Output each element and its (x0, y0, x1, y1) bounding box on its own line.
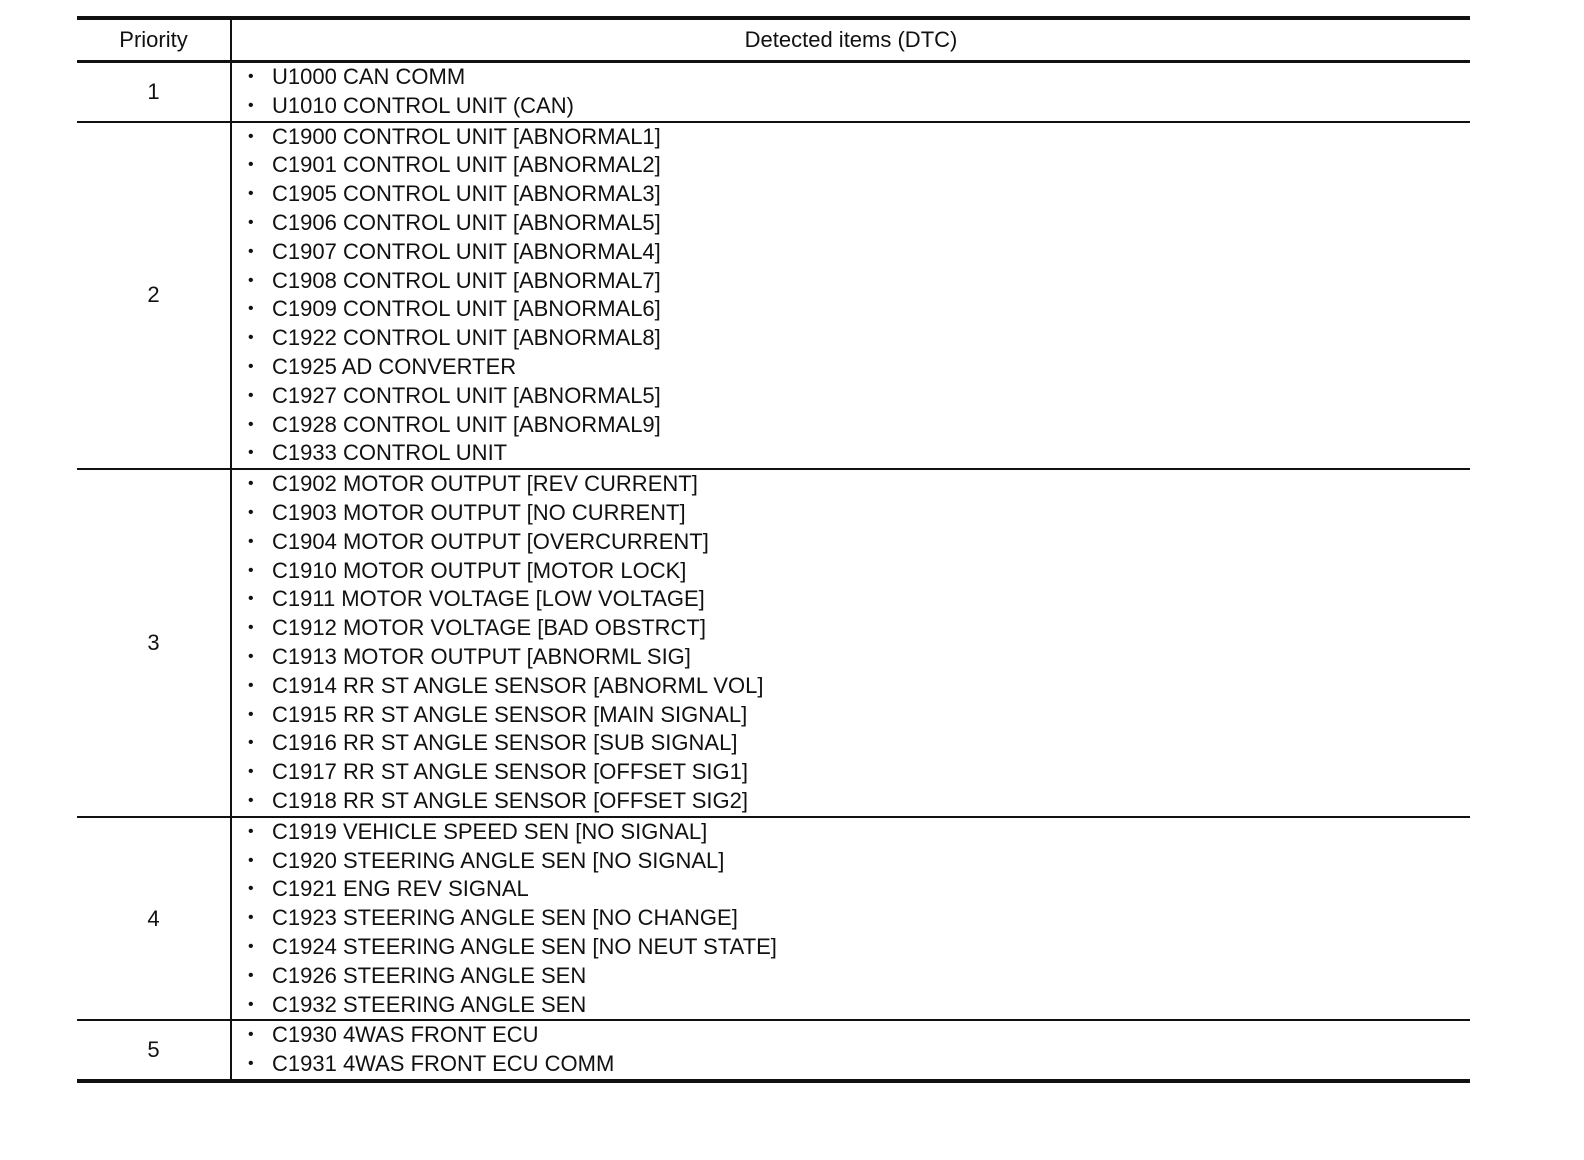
detected-items-column-header: Detected items (DTC) (744, 27, 958, 52)
bullet-icon: • (248, 185, 254, 203)
table-row (77, 122, 1470, 470)
bullet-icon: • (248, 213, 254, 231)
bullet-icon: • (248, 156, 254, 174)
dtc-item-text: C1921 ENG REV SIGNAL (272, 876, 529, 902)
list-item (248, 787, 1470, 816)
bullet-icon: • (248, 791, 254, 809)
list-item (248, 439, 1470, 468)
dtc-item-text: C1922 CONTROL UNIT [ABNORMAL8] (272, 325, 661, 351)
list-item (248, 499, 1470, 528)
list-item (248, 180, 1470, 209)
bullet-icon: • (248, 300, 254, 318)
dtc-item-text: U1010 CONTROL UNIT (CAN) (272, 92, 574, 118)
dtc-item-text: C1914 RR ST ANGLE SENSOR [ABNORML VOL] (272, 672, 764, 698)
detected-items-cell (231, 469, 1470, 817)
bullet-icon: • (248, 880, 254, 898)
bullet-icon: • (248, 734, 254, 752)
list-item (248, 123, 1470, 152)
list-item (248, 382, 1470, 411)
dtc-item-text: C1901 CONTROL UNIT [ABNORMAL2] (272, 152, 661, 178)
list-item (248, 238, 1470, 267)
list-item (248, 933, 1470, 962)
bullet-icon: • (248, 444, 254, 462)
priority-cell: 4 (77, 817, 231, 1021)
list-item (248, 151, 1470, 180)
dtc-item-text: C1933 CONTROL UNIT (272, 440, 508, 466)
dtc-list (232, 63, 1470, 121)
bullet-icon: • (248, 619, 254, 637)
list-item (248, 701, 1470, 730)
list-item (248, 672, 1470, 701)
dtc-list (232, 470, 1470, 816)
dtc-item-text: C1916 RR ST ANGLE SENSOR [SUB SIGNAL] (272, 730, 738, 756)
bullet-icon: • (248, 242, 254, 260)
bullet-icon: • (248, 822, 254, 840)
dtc-item-text: C1902 MOTOR OUTPUT [REV CURRENT] (272, 471, 698, 497)
dtc-item-text: C1903 MOTOR OUTPUT [NO CURRENT] (272, 499, 686, 525)
bullet-icon: • (248, 271, 254, 289)
detected-items-cell (231, 62, 1470, 122)
dtc-list (232, 818, 1470, 1020)
bullet-icon: • (248, 96, 254, 114)
bullet-icon: • (248, 127, 254, 145)
priority-column-header: Priority (77, 18, 231, 62)
dtc-item-text: C1905 CONTROL UNIT [ABNORMAL3] (272, 181, 661, 207)
dtc-item-text: C1927 CONTROL UNIT [ABNORMAL5] (272, 382, 661, 408)
list-item (248, 1050, 1470, 1079)
list-item (248, 63, 1470, 92)
bullet-icon: • (248, 763, 254, 781)
bullet-icon: • (248, 68, 254, 85)
table-row (77, 62, 1470, 122)
bullet-icon: • (248, 532, 254, 550)
dtc-item-text: C1926 STEERING ANGLE SEN (272, 962, 587, 988)
dtc-priority-table (77, 16, 1470, 1083)
header-row (77, 18, 1470, 62)
list-item (248, 818, 1470, 847)
dtc-item-text: U1000 CAN COMM (272, 64, 466, 89)
table-row (77, 469, 1470, 817)
bullet-icon: • (248, 503, 254, 521)
list-item (248, 962, 1470, 991)
dtc-item-text: C1910 MOTOR OUTPUT [MOTOR LOCK] (272, 557, 687, 583)
dtc-item-text: C1928 CONTROL UNIT [ABNORMAL9] (272, 411, 661, 437)
dtc-item-text: C1931 4WAS FRONT ECU COMM (272, 1051, 615, 1077)
dtc-item-text: C1932 STEERING ANGLE SEN (272, 991, 587, 1017)
priority-cell: 2 (77, 122, 231, 470)
dtc-item-text: C1912 MOTOR VOLTAGE [BAD OBSTRCT] (272, 615, 706, 641)
dtc-item-text: C1925 AD CONVERTER (272, 353, 517, 379)
list-item (248, 758, 1470, 787)
table-header (77, 18, 1470, 62)
bullet-icon: • (248, 1055, 254, 1073)
bullet-icon: • (248, 415, 254, 433)
bullet-icon: • (248, 647, 254, 665)
dtc-item-text: C1920 STEERING ANGLE SEN [NO SIGNAL] (272, 847, 725, 873)
list-item (248, 875, 1470, 904)
bullet-icon: • (248, 851, 254, 869)
list-item (248, 267, 1470, 296)
dtc-item-text: C1930 4WAS FRONT ECU (272, 1022, 539, 1048)
bullet-icon: • (248, 966, 254, 984)
list-item (248, 324, 1470, 353)
list-item (248, 92, 1470, 121)
dtc-item-text: C1923 STEERING ANGLE SEN [NO CHANGE] (272, 905, 738, 931)
list-item (248, 411, 1470, 440)
detected-items-cell (231, 122, 1470, 470)
list-item (248, 557, 1470, 586)
detected-items-cell (231, 1020, 1470, 1081)
priority-cell: 3 (77, 469, 231, 817)
dtc-item-text: C1909 CONTROL UNIT [ABNORMAL6] (272, 296, 661, 322)
dtc-item-text: C1924 STEERING ANGLE SEN [NO NEUT STATE] (272, 933, 777, 959)
dtc-item-text: C1900 CONTROL UNIT [ABNORMAL1] (272, 123, 661, 149)
list-item (248, 528, 1470, 557)
list-item (248, 209, 1470, 238)
dtc-item-text: C1911 MOTOR VOLTAGE [LOW VOLTAGE] (272, 586, 705, 612)
dtc-item-text: C1917 RR ST ANGLE SENSOR [OFFSET SIG1] (272, 759, 749, 785)
bullet-icon: • (248, 1026, 254, 1044)
list-item (248, 295, 1470, 324)
bullet-icon: • (248, 705, 254, 723)
bullet-icon: • (248, 937, 254, 955)
bullet-icon: • (248, 386, 254, 404)
dtc-item-text: C1907 CONTROL UNIT [ABNORMAL4] (272, 238, 661, 264)
list-item (248, 585, 1470, 614)
dtc-item-text: C1915 RR ST ANGLE SENSOR [MAIN SIGNAL] (272, 701, 748, 727)
list-item (248, 643, 1470, 672)
priority-cell: 1 (77, 62, 231, 122)
list-item (248, 904, 1470, 933)
list-item (248, 614, 1470, 643)
table-body (77, 62, 1470, 1081)
dtc-item-text: C1918 RR ST ANGLE SENSOR [OFFSET SIG2] (272, 787, 749, 813)
bullet-icon: • (248, 995, 254, 1013)
priority-cell: 5 (77, 1020, 231, 1081)
bullet-icon: • (248, 329, 254, 347)
dtc-item-text: C1906 CONTROL UNIT [ABNORMAL5] (272, 209, 661, 235)
dtc-item-text: C1919 VEHICLE SPEED SEN [NO SIGNAL] (272, 818, 708, 844)
table-row (77, 1020, 1470, 1081)
bullet-icon: • (248, 676, 254, 694)
dtc-item-text: C1908 CONTROL UNIT [ABNORMAL7] (272, 267, 661, 293)
list-item (248, 353, 1470, 382)
detected-items-cell (231, 817, 1470, 1021)
list-item (248, 729, 1470, 758)
list-item (248, 991, 1470, 1020)
list-item (248, 470, 1470, 499)
bullet-icon: • (248, 357, 254, 375)
bullet-icon: • (248, 561, 254, 579)
dtc-list (232, 123, 1470, 469)
bullet-icon: • (248, 909, 254, 927)
dtc-item-text: C1904 MOTOR OUTPUT [OVERCURRENT] (272, 528, 709, 554)
bullet-icon: • (248, 590, 254, 608)
list-item (248, 1021, 1470, 1050)
list-item (248, 847, 1470, 876)
bullet-icon: • (248, 475, 254, 493)
table-row (77, 817, 1470, 1021)
dtc-item-text: C1913 MOTOR OUTPUT [ABNORML SIG] (272, 643, 691, 669)
dtc-list (232, 1021, 1470, 1079)
